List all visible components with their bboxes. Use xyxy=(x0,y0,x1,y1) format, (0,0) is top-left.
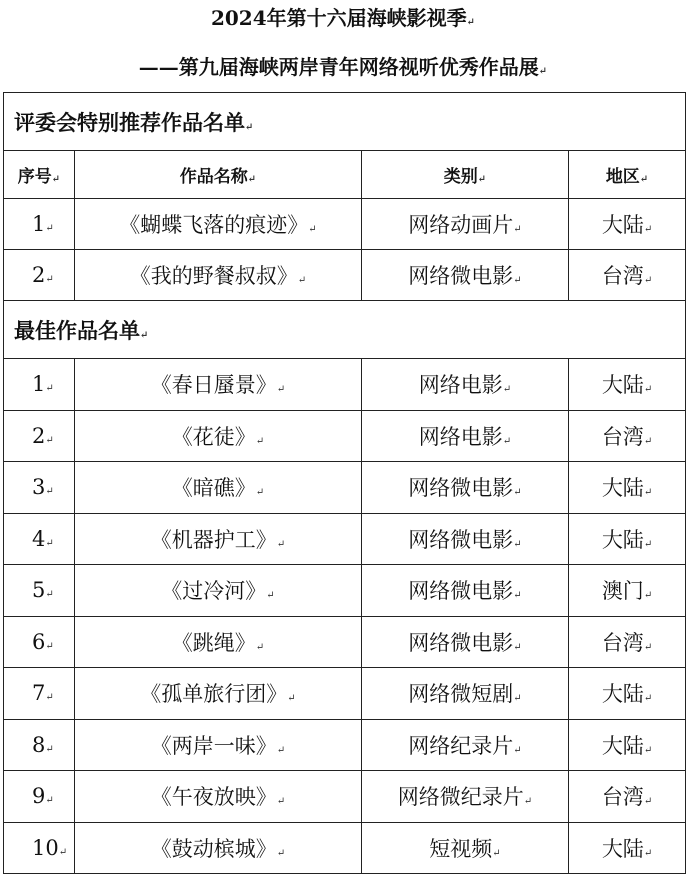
row-number: 9↵ xyxy=(4,771,75,823)
work-name: 《我的野餐叔叔》↵ xyxy=(75,250,362,301)
paragraph-mark-icon: ↵ xyxy=(276,847,286,859)
work-region: 大陆↵ xyxy=(569,668,686,720)
paragraph-mark-icon: ↵ xyxy=(45,434,54,446)
table-header-row xyxy=(4,151,686,199)
paragraph-mark-icon: ↵ xyxy=(255,435,265,447)
document-subtitle xyxy=(0,52,686,82)
section-title: 最佳作品名单 xyxy=(14,317,140,343)
paragraph-mark-icon: ↵ xyxy=(513,538,522,550)
paragraph-mark-icon: ↵ xyxy=(45,795,54,807)
paragraph-mark-icon: ↵ xyxy=(513,641,522,653)
work-name: 《蝴蝶飞落的痕迹》↵ xyxy=(75,199,362,250)
section-header-recommended xyxy=(4,93,686,151)
paragraph-mark-icon: ↵ xyxy=(466,17,476,28)
section-title: 评委会特别推荐作品名单 xyxy=(14,109,245,135)
row-number: 8↵ xyxy=(4,719,75,771)
table-row xyxy=(4,410,686,462)
row-number: 3↵ xyxy=(4,462,75,514)
paragraph-mark-icon: ↵ xyxy=(255,487,265,499)
paragraph-mark-icon: ↵ xyxy=(276,384,286,396)
work-region: 台湾↵ xyxy=(569,616,686,668)
paragraph-mark-icon: ↵ xyxy=(287,693,296,705)
column-header-name: 作品名称↵ xyxy=(75,151,362,199)
column-header-number: 序号↵ xyxy=(4,151,75,199)
work-type: 网络微电影↵ xyxy=(362,565,569,617)
paragraph-mark-icon: ↵ xyxy=(255,641,265,653)
row-number: 2↵ xyxy=(4,410,75,462)
paragraph-mark-icon: ↵ xyxy=(643,435,653,447)
row-number: 7↵ xyxy=(4,668,75,720)
paragraph-mark-icon: ↵ xyxy=(538,66,548,77)
table-row xyxy=(4,513,686,565)
paragraph-mark-icon: ↵ xyxy=(643,224,653,235)
work-type: 网络微电影↵ xyxy=(362,462,569,514)
paragraph-mark-icon: ↵ xyxy=(643,538,653,550)
work-name: 《春日蜃景》↵ xyxy=(75,359,362,411)
row-number: 1↵ xyxy=(4,199,75,250)
work-type: 网络纪录片↵ xyxy=(362,719,569,771)
work-name: 《两岸一味》↵ xyxy=(75,719,362,771)
paragraph-mark-icon: ↵ xyxy=(276,796,286,808)
paragraph-mark-icon: ↵ xyxy=(45,486,54,498)
table-row xyxy=(4,462,686,514)
paragraph-mark-icon: ↵ xyxy=(245,121,254,133)
work-name: 《孤单旅行团》↵ xyxy=(75,668,362,720)
work-name: 《花徒》↵ xyxy=(75,410,362,462)
work-region: 台湾↵ xyxy=(569,771,686,823)
paragraph-mark-icon: ↵ xyxy=(643,744,653,756)
work-region: 台湾↵ xyxy=(569,410,686,462)
works-table xyxy=(3,92,686,874)
table-row xyxy=(4,719,686,771)
work-name: 《机器护工》↵ xyxy=(75,513,362,565)
paragraph-mark-icon: ↵ xyxy=(45,274,54,285)
work-name: 《午夜放映》↵ xyxy=(75,771,362,823)
row-number: 6↵ xyxy=(4,616,75,668)
work-region: 大陆↵ xyxy=(569,822,686,874)
paragraph-mark-icon: ↵ xyxy=(643,796,653,808)
work-name: 《暗礁》↵ xyxy=(75,462,362,514)
work-type: 短视频↵ xyxy=(362,822,569,874)
paragraph-mark-icon: ↵ xyxy=(643,693,653,705)
paragraph-mark-icon: ↵ xyxy=(276,744,286,756)
work-type: 网络微电影↵ xyxy=(362,513,569,565)
row-number: 4↵ xyxy=(4,513,75,565)
paragraph-mark-icon: ↵ xyxy=(492,847,501,859)
paragraph-mark-icon: ↵ xyxy=(643,641,653,653)
paragraph-mark-icon: ↵ xyxy=(643,590,653,602)
paragraph-mark-icon: ↵ xyxy=(513,487,522,499)
work-type: 网络动画片↵ xyxy=(362,199,569,250)
table-row xyxy=(4,250,686,301)
row-number: 1↵ xyxy=(4,359,75,411)
work-type: 网络微电影↵ xyxy=(362,250,569,301)
table-row xyxy=(4,771,686,823)
paragraph-mark-icon: ↵ xyxy=(45,640,54,652)
table-row xyxy=(4,822,686,874)
paragraph-mark-icon: ↵ xyxy=(502,435,512,447)
paragraph-mark-icon: ↵ xyxy=(45,383,54,395)
table-row xyxy=(4,359,686,411)
paragraph-mark-icon: ↵ xyxy=(140,329,149,341)
work-region: 大陆↵ xyxy=(569,199,686,250)
paragraph-mark-icon: ↵ xyxy=(643,847,653,859)
paragraph-mark-icon: ↵ xyxy=(45,223,54,234)
paragraph-mark-icon: ↵ xyxy=(45,537,54,549)
paragraph-mark-icon: ↵ xyxy=(513,693,522,705)
work-type: 网络微纪录片↵ xyxy=(362,771,569,823)
title-line-2: ——第九届海峡两岸青年网络视听优秀作品展 xyxy=(138,55,539,79)
paragraph-mark-icon: ↵ xyxy=(513,590,522,602)
row-number: 10↵ xyxy=(4,822,75,874)
paragraph-mark-icon: ↵ xyxy=(502,384,512,396)
paragraph-mark-icon: ↵ xyxy=(513,275,522,286)
paragraph-mark-icon: ↵ xyxy=(643,275,653,286)
table-row xyxy=(4,565,686,617)
work-region: 澳门↵ xyxy=(569,565,686,617)
paragraph-mark-icon: ↵ xyxy=(58,846,68,858)
row-number: 2↵ xyxy=(4,250,75,301)
column-header-type: 类别↵ xyxy=(362,151,569,199)
paragraph-mark-icon: ↵ xyxy=(523,796,533,808)
paragraph-mark-icon: ↵ xyxy=(45,589,54,601)
work-region: 大陆↵ xyxy=(569,513,686,565)
work-region: 台湾↵ xyxy=(569,250,686,301)
title-line-1: 2024年第十六届海峡影视季 xyxy=(210,6,467,30)
work-region: 大陆↵ xyxy=(569,462,686,514)
paragraph-mark-icon: ↵ xyxy=(308,224,317,235)
work-type: 网络微短剧↵ xyxy=(362,668,569,720)
paragraph-mark-icon: ↵ xyxy=(643,487,653,499)
paragraph-mark-icon: ↵ xyxy=(266,590,275,602)
work-type: 网络电影↵ xyxy=(362,410,569,462)
paragraph-mark-icon: ↵ xyxy=(513,744,522,756)
column-header-region: 地区↵ xyxy=(569,151,686,199)
document-title xyxy=(0,4,686,32)
work-region: 大陆↵ xyxy=(569,719,686,771)
work-type: 网络微电影↵ xyxy=(362,616,569,668)
paragraph-mark-icon: ↵ xyxy=(45,743,54,755)
work-name: 《跳绳》↵ xyxy=(75,616,362,668)
work-region: 大陆↵ xyxy=(569,359,686,411)
paragraph-mark-icon: ↵ xyxy=(513,224,522,235)
work-type: 网络电影↵ xyxy=(362,359,569,411)
table-row xyxy=(4,668,686,720)
paragraph-mark-icon: ↵ xyxy=(276,538,286,550)
paragraph-mark-icon: ↵ xyxy=(643,384,653,396)
work-name: 《过冷河》↵ xyxy=(75,565,362,617)
work-name: 《鼓动槟城》↵ xyxy=(75,822,362,874)
paragraph-mark-icon: ↵ xyxy=(45,692,54,704)
paragraph-mark-icon: ↵ xyxy=(297,275,307,286)
table-row xyxy=(4,616,686,668)
row-number: 5↵ xyxy=(4,565,75,617)
table-row xyxy=(4,199,686,250)
section-header-best xyxy=(4,301,686,359)
